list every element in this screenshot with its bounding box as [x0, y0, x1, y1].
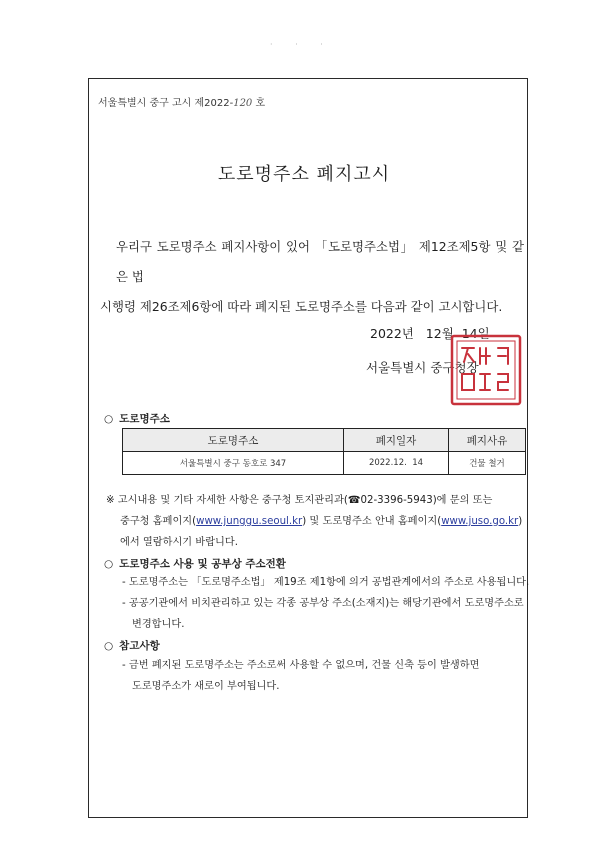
- column-header-abolish-date: 폐지일자: [344, 429, 449, 452]
- list-item: 변경합니다.: [132, 619, 185, 630]
- table-header-row: [123, 429, 526, 452]
- notice-number-handwritten: 120: [233, 98, 253, 109]
- table-row: [123, 452, 526, 475]
- scan-noise: · · ·: [270, 40, 333, 49]
- inquiry-note-line-1: ※ 고시내용 및 기타 자세한 사항은 중구청 토지관리과(☎02-3396-5943)에 문의 또는: [106, 495, 493, 506]
- inquiry-note-line-2: [106, 511, 530, 532]
- section-usage-items: [112, 572, 532, 635]
- document-title: 도로명주소 폐지고시: [217, 164, 391, 185]
- column-header-address: 도로명주소: [123, 429, 344, 452]
- column-header-abolish-reason: 폐지사유: [449, 429, 526, 452]
- notice-number: [98, 94, 265, 109]
- cell-abolish-date: 2022.12. 14: [344, 452, 449, 475]
- section-usage-heading: [104, 556, 286, 571]
- section-reference-items: [112, 655, 532, 697]
- inquiry-note-text-a: 중구청 홈페이지(: [120, 516, 197, 527]
- list-item: 도로명주소가 새로이 부여됩니다.: [132, 681, 280, 692]
- section-reference-title: 참고사항: [119, 640, 160, 652]
- notice-body: [100, 232, 524, 322]
- inquiry-note: [106, 490, 530, 553]
- notice-body-line-1: 우리구 도로명주소 폐지사항이 있어 「도로명주소법」 제12조제5항 및 같은 법: [116, 239, 524, 284]
- section-bullet: ○: [104, 640, 114, 652]
- cell-abolish-reason: 건물 철거: [449, 452, 526, 475]
- section-address-title: 도로명주소: [119, 413, 170, 425]
- notice-number-suffix: 호: [255, 98, 266, 109]
- address-table: [122, 428, 526, 475]
- list-item: - 도로명주소는 「도로명주소법」 제19조 제1항에 의거 공법관계에서의 주소로 사용됩니다.: [122, 577, 530, 588]
- notice-body-line-2: 시행령 제26조제6항에 따라 폐지된 도로명주소를 다음과 같이 고시합니다.: [100, 299, 503, 314]
- list-item: - 공공기관에서 비치관리하고 있는 각종 공부상 주소(소재지)는 해당기관에서 도로명주소로: [122, 598, 524, 609]
- issuer-name: 서울특별시 중구청장: [366, 360, 479, 375]
- notice-number-prefix: 서울특별시 중구 고시 제2022-: [98, 98, 234, 109]
- list-item: - 금번 폐지된 도로명주소는 주소로써 사용할 수 없으며, 건물 신축 등이 발생하면: [122, 660, 480, 671]
- junggu-homepage-link[interactable]: www.junggu.seoul.kr: [196, 516, 303, 527]
- section-bullet: ○: [104, 413, 114, 425]
- inquiry-note-text-b: ) 및 도로명주소 안내 홈페이지(: [302, 516, 442, 527]
- juso-homepage-link[interactable]: www.juso.go.kr: [441, 516, 519, 527]
- notice-date: 2022년 12월 14일: [370, 326, 490, 341]
- inquiry-note-line-3: 에서 열람하시기 바랍니다.: [120, 537, 238, 548]
- inquiry-note-text-c: ): [518, 516, 523, 527]
- official-seal-icon: [448, 332, 524, 408]
- section-address-heading: [104, 411, 170, 426]
- section-reference-heading: [104, 638, 160, 653]
- section-bullet: ○: [104, 558, 114, 570]
- section-usage-title: 도로명주소 사용 및 공부상 주소전환: [119, 558, 286, 570]
- cell-address: 서울특별시 중구 동호로 347: [123, 452, 344, 475]
